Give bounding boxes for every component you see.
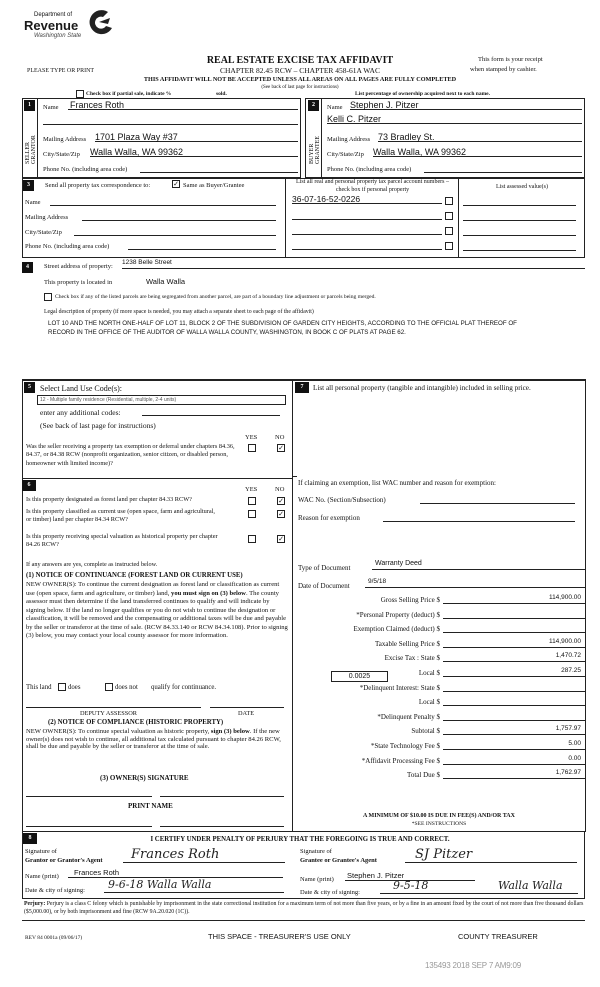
parcel-number-field[interactable] [292, 225, 442, 235]
legal-description-label: Legal description of property (if more space is needed, you may attach a separate sheet to each page of the affidavit) [44, 309, 314, 315]
divider [292, 379, 293, 832]
correspondence-label: Send all property tax correspondence to: [45, 182, 151, 189]
amount-label: *Affidavit Processing Fee $ [361, 756, 440, 765]
print-name-line[interactable] [26, 826, 152, 827]
seller-phone-field[interactable] [140, 163, 298, 173]
grantor-signature[interactable]: Frances Roth [123, 849, 285, 863]
property-street-field[interactable]: 1238 Belle Street [122, 259, 585, 269]
certification-statement: I CERTIFY UNDER PENALTY OF PERJURY THAT THE FOREGOING IS TRUE AND CORRECT. [150, 836, 450, 843]
grantee-city: Walla Walla [498, 879, 563, 892]
partial-sale-checkbox[interactable] [76, 90, 84, 98]
amount-label: *Personal Property (deduct) $ [356, 610, 440, 619]
label: City/State/Zip [25, 229, 62, 236]
section-number: 3 [23, 180, 34, 191]
additional-codes-field[interactable] [142, 406, 280, 416]
exemption-label: If claiming an exemption, list WAC number and reason for exemption: [298, 479, 496, 487]
notice-continuance-title: (1) NOTICE OF CONTINUANCE (FOREST LAND OR CURRENT USE) [26, 572, 243, 579]
section-number: 5 [24, 382, 35, 393]
historic-no-checkbox[interactable]: ✓ [278, 535, 284, 543]
personal-property-label: List all personal property (tangible and intangible) included in selling price. [313, 384, 531, 392]
yes-header: YES [245, 486, 258, 493]
amount-field[interactable]: 1,757.97 [443, 725, 585, 735]
historic-yes-checkbox[interactable] [248, 535, 256, 543]
seller-name-field[interactable]: Frances Roth [68, 100, 298, 110]
amount-field[interactable] [443, 711, 585, 721]
amount-label: *Delinquent Interest: State $ [359, 683, 440, 692]
label: Date of Document [298, 582, 350, 590]
logo-text: Revenue [24, 18, 79, 33]
forest-no-checkbox[interactable]: ✓ [278, 497, 284, 505]
correspondence-city-field[interactable] [74, 226, 276, 236]
logo-text: Washington State [34, 33, 82, 39]
amount-field[interactable]: 1,470.72 [443, 652, 585, 662]
instructions-note: If any answers are yes, complete as instructed below. [26, 561, 158, 568]
label: Name [25, 199, 41, 206]
logo-text: Department of [34, 12, 73, 18]
label: Signature of [25, 848, 57, 855]
amount-field[interactable]: 287.25 [443, 667, 585, 677]
amount-field[interactable] [443, 609, 585, 619]
date-line[interactable] [210, 707, 284, 708]
label: WAC No. (Section/Subsection) [298, 496, 386, 504]
label: Phone No. (including area code) [43, 166, 128, 173]
exemption-no-checkbox[interactable]: ✓ [278, 444, 284, 452]
instructions-note: (See back of last page for instructions) [261, 85, 339, 90]
seller-name2-field[interactable] [43, 115, 298, 125]
no-header: NO [275, 434, 285, 441]
divider [585, 379, 586, 832]
legal-description[interactable]: LOT 10 AND THE NORTH ONE-HALF OF LOT 11, BLOCK 2 OF THE SUBDIVISION OF GARDEN CITY HEIGHTS, ACCORDING TO THE OFFICIAL PLAT THEREOF OF RECORD IN THE OFFICE OF THE AUDITOR OF WALLA WALLA COUNTY, WASHINGTON, IN BOOK C OF PLATS AT PAGE 62. [48, 320, 517, 336]
treasurer-space-label: THIS SPACE - TREASURER'S USE ONLY [208, 932, 351, 941]
deputy-assessor-line[interactable] [26, 707, 201, 708]
label: Signature of [300, 848, 332, 855]
label: qualify for continuance. [151, 684, 217, 691]
amount-label: *State Technology Fee $ [370, 742, 440, 750]
amount-label: *Delinquent Penalty $ [377, 712, 440, 721]
document-date-field[interactable]: 9/5/18 [365, 578, 585, 588]
local-rate-field[interactable]: 0.0025 [331, 671, 388, 682]
logo-swirl-icon [86, 8, 116, 38]
label: does not [115, 684, 138, 691]
label: Name [327, 104, 343, 111]
label: Reason for exemption [298, 514, 360, 522]
minimum-fee-note: A MINIMUM OF $10.00 IS DUE IN FEE(S) AND/OR TAX [363, 813, 515, 819]
label: Date & city of signing: [300, 889, 360, 896]
instructions-note: (See back of last page for instructions) [40, 421, 156, 430]
label: Mailing Address [43, 136, 87, 143]
notice-continuance-text [26, 581, 288, 641]
parcel-header: List all real and personal property tax parcel account numbers – check box if personal property [296, 179, 449, 193]
divider [37, 98, 38, 178]
amount-field[interactable] [443, 682, 585, 692]
buyer-city-field[interactable]: Walla Walla, WA 99362 [373, 147, 582, 157]
amount-field[interactable]: 0.00 [443, 755, 585, 765]
amount-label: Subtotal $ [411, 727, 440, 736]
assessed-value-field[interactable] [463, 211, 576, 221]
amount-field[interactable] [443, 623, 585, 633]
amount-label: Gross Selling Price $ [380, 596, 440, 604]
buyer-name2-field[interactable]: Kelli C. Pitzer [327, 114, 582, 124]
yes-header: YES [245, 434, 258, 441]
chapter-reference: CHAPTER 82.45 RCW – CHAPTER 458-61A WAC [220, 66, 380, 75]
section-number: 2 [308, 100, 319, 111]
same-as-buyer-label: Same as Buyer/Grantee [183, 182, 245, 189]
forest-land-question: Is this property designated as forest land per chapter 84.33 RCW? [26, 496, 192, 503]
section-number: 7 [295, 382, 309, 393]
see-instructions-note: *SEE INSTRUCTIONS [411, 821, 467, 827]
assessed-value-field[interactable] [463, 241, 576, 251]
buyer-name-field[interactable]: Stephen J. Pitzer [350, 100, 582, 110]
section-number: 6 [22, 480, 36, 491]
label: DEPUTY ASSESSOR [80, 710, 137, 717]
personal-property-checkbox[interactable] [445, 242, 453, 250]
historic-question: Is this property receiving special valuation as historical property per chapter 84.26 RCW? [26, 533, 218, 548]
label: does [68, 684, 81, 691]
partial-sale-label: Check box if partial sale, indicate % [86, 91, 172, 97]
amount-label: Total Due $ [407, 771, 440, 780]
print-name-line[interactable] [160, 826, 284, 827]
owner-signature-line[interactable] [26, 796, 152, 797]
segregated-note: Check box if any of the listed parcels are being segregated from another parcel, are part of a boundary line adjustment or parcels being merged. [55, 294, 376, 300]
buyer-phone-field[interactable] [424, 163, 582, 173]
does-not-qualify-checkbox[interactable] [105, 683, 113, 691]
amount-field[interactable]: 1,762.97 [443, 769, 585, 779]
perjury-text: Perjury is a class C felony which is punishable by imprisonment in the state correctional institution for a maximum term of not more than five years, or by a fine in an amount fixed by the court of not more than five thousand dollars ($5,000.00), or by both imprisonment and fine (RCW 9A.20.020 (1C)). [24, 901, 584, 915]
segregated-parcel-checkbox[interactable] [44, 293, 52, 301]
notice-text: . If the new owner(s) does not wish to continue, all additional tax calculated pursuant to chapter 84.26 RCW, shall be due and payable by the seller or transferor at the time of sale. [26, 728, 281, 751]
label: Street address of property: [44, 263, 113, 270]
notice-text: NEW OWNER(S): To continue the current designation as forest land or classification as current use (open space, farm and agriculture, or timber) land, [26, 581, 280, 597]
parcel-number-field[interactable]: 36-07-16-52-0226 [292, 194, 442, 204]
document-type-field[interactable]: Warranty Deed [372, 560, 585, 570]
amount-label: Exemption Claimed (deduct) $ [353, 625, 440, 634]
county-treasurer-label: COUNTY TREASURER [458, 932, 538, 941]
dor-logo [24, 10, 124, 50]
owner-signature-label: (3) OWNER(S) SIGNATURE [100, 774, 189, 782]
label: This land [26, 684, 52, 691]
current-use-question: Is this property classified as current use (open space, farm and agricultural, or timber) land per chapter 84.34 RCW? [26, 508, 216, 523]
label: Grantor or Grantor's Agent [25, 857, 103, 864]
grantee-signature[interactable]: SJ Pitzer [405, 849, 577, 863]
does-qualify-checkbox[interactable] [58, 683, 66, 691]
label: Phone No. (including area code) [25, 243, 110, 250]
divider [22, 478, 292, 479]
label: Name (print) [25, 873, 59, 880]
parcel-number-field[interactable] [292, 210, 442, 220]
label: Grantee or Grantee's Agent [300, 857, 377, 864]
label: City/State/Zip [327, 151, 364, 158]
divider [22, 379, 585, 381]
type-or-print-note: PLEASE TYPE OR PRINT [27, 68, 95, 74]
property-location-value[interactable]: Walla Walla [146, 277, 186, 286]
notice-compliance-text [26, 728, 288, 751]
section-number: 4 [22, 262, 33, 273]
buyer-side-label: BUYER GRANTEE [309, 136, 321, 164]
assessed-value-field[interactable] [463, 226, 576, 236]
perjury-notice [24, 901, 584, 916]
label: This property is located in [44, 279, 113, 286]
exemption-reason-field[interactable] [383, 512, 575, 522]
amount-label: Taxable Selling Price $ [374, 639, 440, 648]
divider [285, 178, 286, 258]
label: Mailing Address [327, 136, 371, 143]
notice-compliance-title: (2) NOTICE OF COMPLIANCE (HISTORIC PROPERTY) [48, 719, 224, 726]
notice-text: . The county assessor must then determine if the land transferred continues to qualify and will indicate by signing below. If the land no longer qualifies or you do not wish to continue the designation or classification, it will be removed and the compensating or additional taxes will be due and payable by the seller or transferor at the time of sale. (RCW 84.33.140 or RCW 84.34.108). Prior to signing (3) below, you may contact your local county assessor for more information. [26, 589, 288, 639]
same-as-buyer-checkbox[interactable]: ✓ [173, 180, 179, 188]
seller-city-field[interactable]: Walla Walla, WA 99362 [90, 147, 298, 157]
label: Name (print) [300, 876, 334, 883]
amount-field[interactable] [443, 696, 585, 706]
label: Date & city of signing: [25, 887, 85, 894]
amount-label: Local $ [418, 698, 440, 707]
parcel-number-field[interactable] [292, 240, 442, 250]
divider [321, 98, 322, 178]
buyer-address-field[interactable]: 73 Bradley St. [378, 132, 582, 142]
amount-field[interactable]: 5.00 [443, 740, 585, 750]
notice-text: NEW OWNER(S): To continue special valuation as historic property, [26, 728, 211, 735]
divider [292, 476, 297, 477]
personal-property-checkbox[interactable] [445, 212, 453, 220]
grantor-print-name[interactable]: Frances Roth [68, 868, 283, 878]
no-header: NO [275, 486, 285, 493]
exemption-question: Was the seller receiving a property tax exemption or deferral under chapters 84.36, 84.37, or 84.38 RCW (nonprofit organization, senior citizen, or disabled person, homeowner with limited income)? [26, 443, 235, 467]
label: Type of Document [298, 564, 351, 572]
ownership-note: List percentage of ownership acquired next to each name. [355, 91, 490, 97]
divider [22, 379, 23, 832]
treasurer-stamp: 135493 2018 SEP 7 AM9:09 [425, 961, 522, 970]
sold-label: sold. [216, 91, 227, 97]
amount-field[interactable]: 114,900.00 [443, 594, 585, 604]
divider [458, 178, 459, 258]
receipt-note: when stamped by cashier. [470, 66, 537, 73]
label: enter any additional codes: [40, 408, 121, 417]
print-name-label: PRINT NAME [128, 802, 173, 810]
perjury-label: Perjury: [24, 901, 46, 907]
personal-property-checkbox[interactable] [445, 197, 453, 205]
form-revision: REV 84 0001a (09/06/17) [25, 935, 83, 941]
correspondence-address-field[interactable] [82, 211, 276, 221]
label: Mailing Address [25, 214, 69, 221]
section-number: 8 [23, 833, 37, 844]
amount-field[interactable]: 114,900.00 [443, 638, 585, 648]
label: City/State/Zip [43, 151, 80, 158]
grantee-date: 9-5-18 [393, 879, 429, 892]
form-title: REAL ESTATE EXCISE TAX AFFIDAVIT [206, 55, 394, 66]
label: DATE [238, 710, 255, 717]
assessed-value-field[interactable] [463, 196, 576, 206]
land-use-label: Select Land Use Code(s): [40, 384, 122, 393]
seller-side-label: SELLER GRANTOR [25, 135, 37, 164]
notice-emphasis: you must sign on (3) below [171, 589, 246, 597]
label: Phone No. (including area code) [327, 166, 412, 173]
section-number: 1 [24, 100, 35, 111]
label: Name [43, 104, 59, 111]
correspondence-phone-field[interactable] [128, 240, 276, 250]
amount-label: Local $ [418, 669, 440, 677]
exemption-yes-checkbox[interactable] [248, 444, 256, 452]
seller-address-field[interactable]: 1701 Plaza Way #37 [95, 132, 298, 142]
amount-label: Excise Tax : State $ [384, 654, 440, 663]
warning-text: THIS AFFIDAVIT WILL NOT BE ACCEPTED UNLESS ALL AREAS ON ALL PAGES ARE FULLY COMPLETED [143, 76, 457, 83]
assessed-header: List assessed value(s) [496, 184, 548, 190]
current-use-no-checkbox[interactable]: ✓ [278, 510, 284, 518]
forest-yes-checkbox[interactable] [248, 497, 256, 505]
owner-signature-line[interactable] [160, 796, 284, 797]
grantee-print-name[interactable]: Stephen J. Pitzer [345, 871, 475, 881]
current-use-yes-checkbox[interactable] [248, 510, 256, 518]
land-use-code-select[interactable]: 12 - Multiple family residence (Residential, multiple, 2-4 units) [37, 395, 286, 405]
personal-property-checkbox[interactable] [445, 227, 453, 235]
grantor-date-city[interactable]: 9-6-18 Walla Walla [104, 879, 284, 893]
divider [22, 920, 585, 921]
wac-number-field[interactable] [420, 494, 575, 504]
correspondence-name-field[interactable] [50, 196, 276, 206]
receipt-note: This form is your receipt [478, 56, 543, 63]
notice-emphasis: sign (3) below [210, 728, 250, 735]
